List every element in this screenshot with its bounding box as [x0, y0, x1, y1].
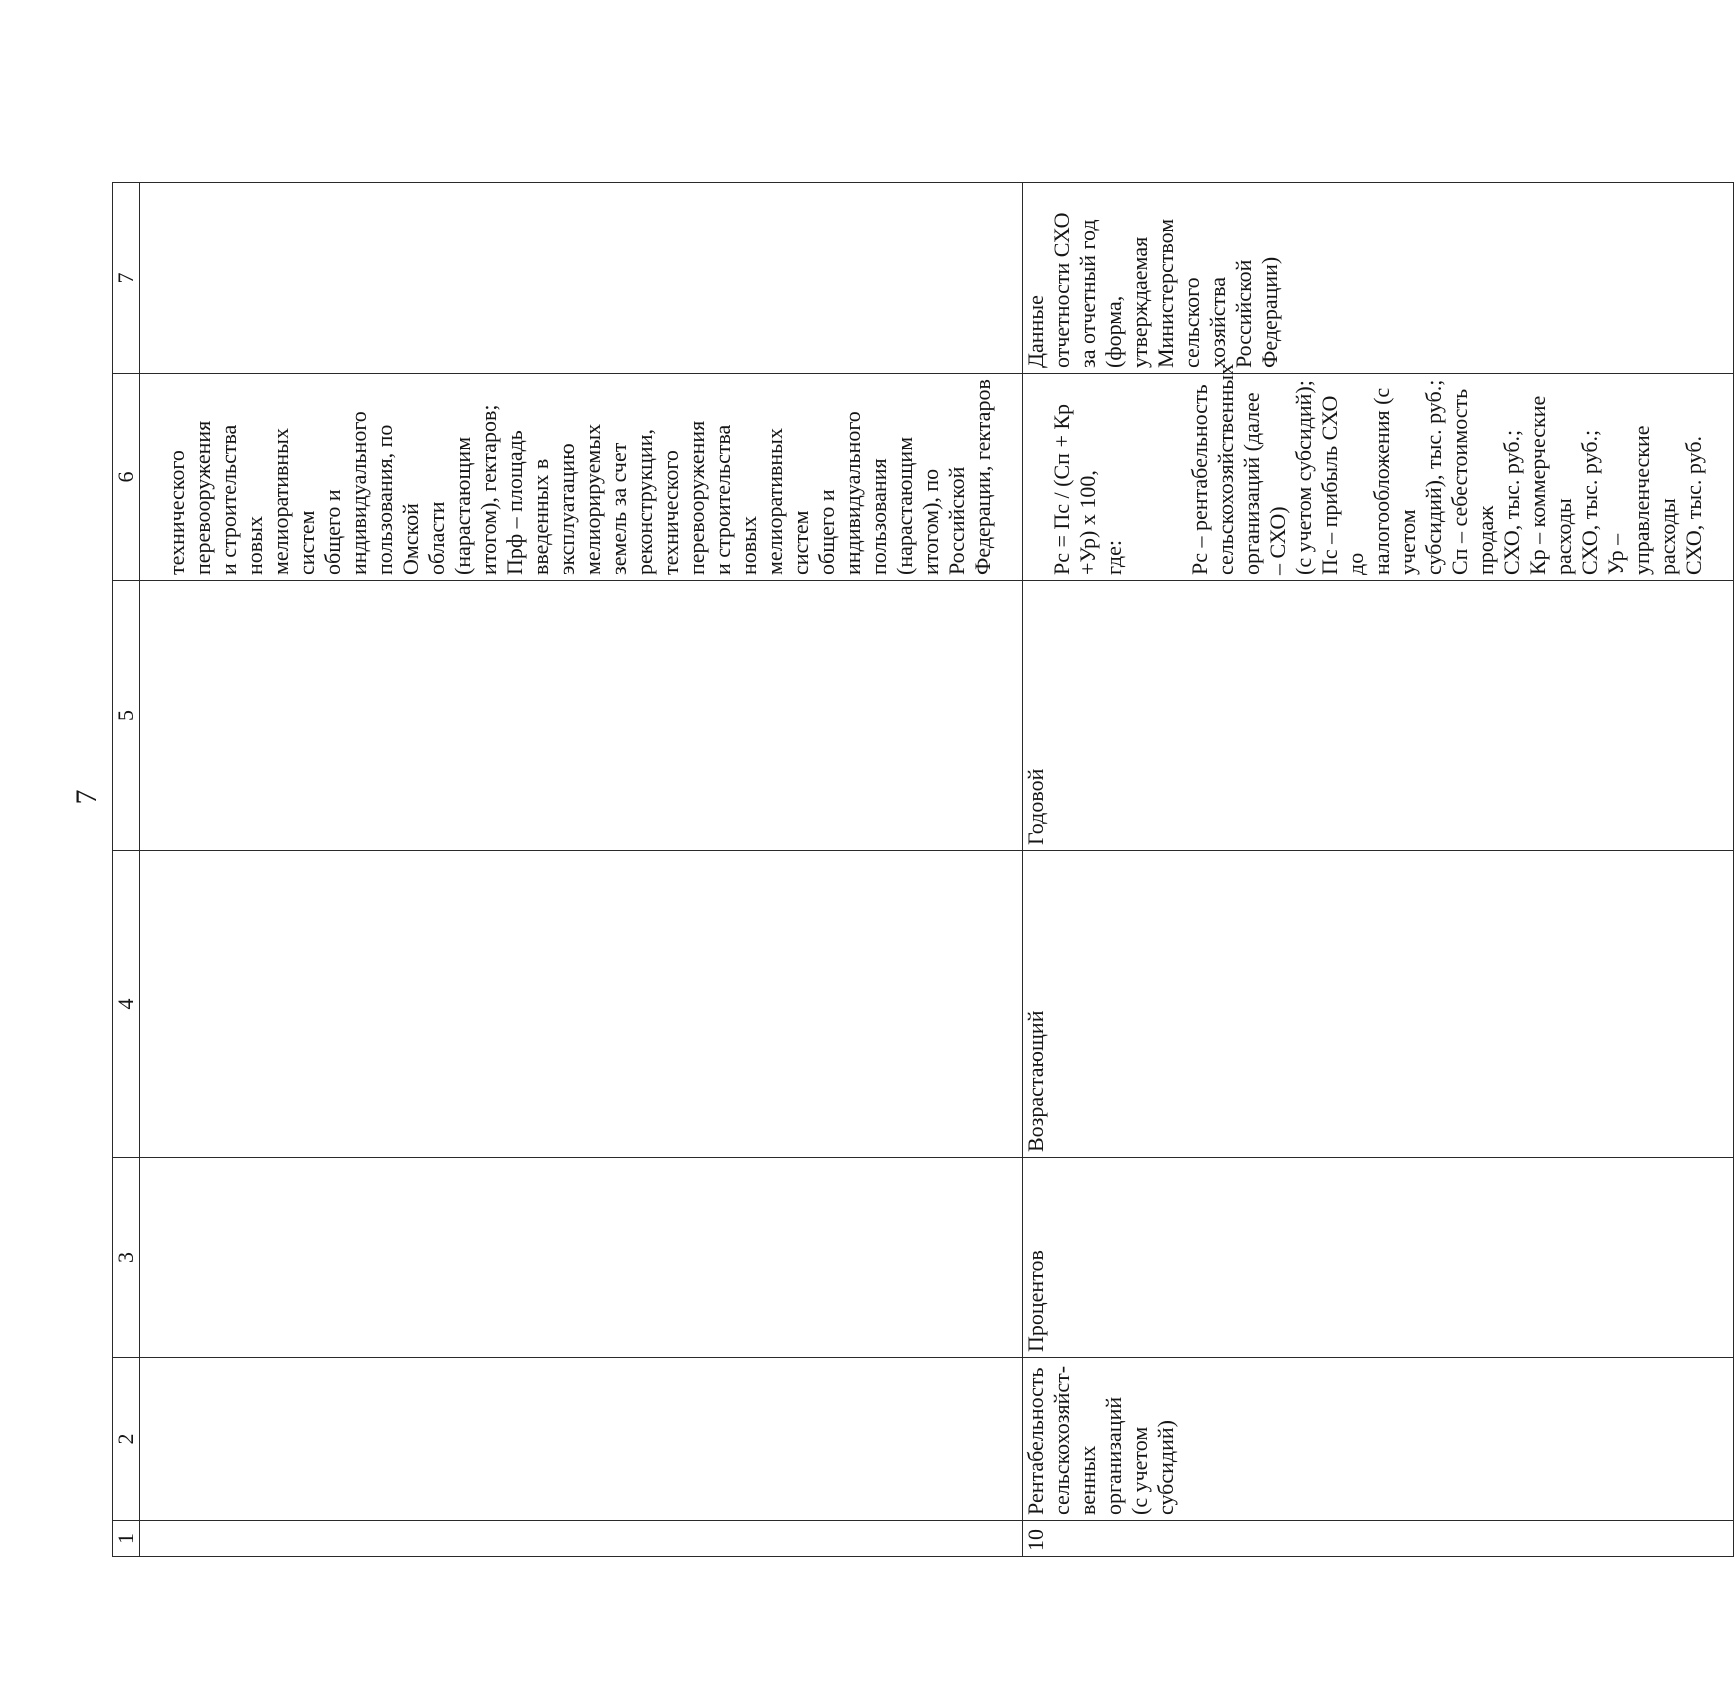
cell-source: Данные отчетности СХО за отчетный год (форма, утверждаемая Министерством сельского хозяйства Российской Федерации) [1023, 183, 1734, 374]
cell-dynamics [140, 851, 1023, 1158]
cell-number [140, 1521, 1023, 1557]
column-number: 3 [113, 1158, 140, 1358]
column-number: 2 [113, 1358, 140, 1521]
spacer [1153, 379, 1161, 575]
column-number: 6 [113, 374, 140, 581]
indicators-table [112, 182, 1734, 1557]
cell-unit [140, 1158, 1023, 1358]
column-number: 5 [113, 581, 140, 851]
cell-number: 10 [1023, 1521, 1734, 1557]
cell-indicator: Рентабельность сельскохозяйст- венных организаций (с учетом субсидий) [1023, 1358, 1734, 1521]
cell-source [140, 183, 1023, 374]
method-text: технического перевооружения и строительства новых мелиоративных систем общего и индивидуального пользования, по Омской области (нарастающим итогом), гектаров; Прф – площадь введенных в эксплуатацию мелиорируемых земель за счет реконструкции, технического перевооружения и строительства новых мелиоративных систем общего и индивидуального пользования (нарастающим итогом), по Российской Федерации, гектаров [164, 379, 995, 575]
cell-period: Годовой [1023, 581, 1734, 851]
column-number: 4 [113, 851, 140, 1158]
table-row [1023, 183, 1734, 1557]
cell-period [140, 581, 1023, 851]
column-number: 7 [113, 183, 140, 374]
cell-unit: Процентов [1023, 1158, 1734, 1358]
cell-indicator [140, 1358, 1023, 1521]
cell-dynamics: Возрастающий [1023, 851, 1734, 1158]
cell-method [1023, 363, 1734, 581]
cell-method [140, 374, 1023, 581]
page-number: 7 [70, 789, 103, 805]
column-number-row [113, 183, 140, 1557]
column-number: 1 [113, 1521, 140, 1557]
formula: Рс = Пс / (Сп + Кр +Ур) х 100, где: [1049, 403, 1126, 575]
method-text: Рс – рентабельность сельскохозяйственных организаций (далее – СХО) (с учетом субсидий); Пс – прибыль СХО до налогообложения (с учетом субсидий), тыс. руб.; Сп – себестоимость продаж СХО, тыс. руб.; Кр – коммерческие расходы СХО, тыс. руб.; Ур – управленческие расходы СХО, тыс. руб. [1187, 363, 1706, 575]
table-row [140, 183, 1023, 1557]
